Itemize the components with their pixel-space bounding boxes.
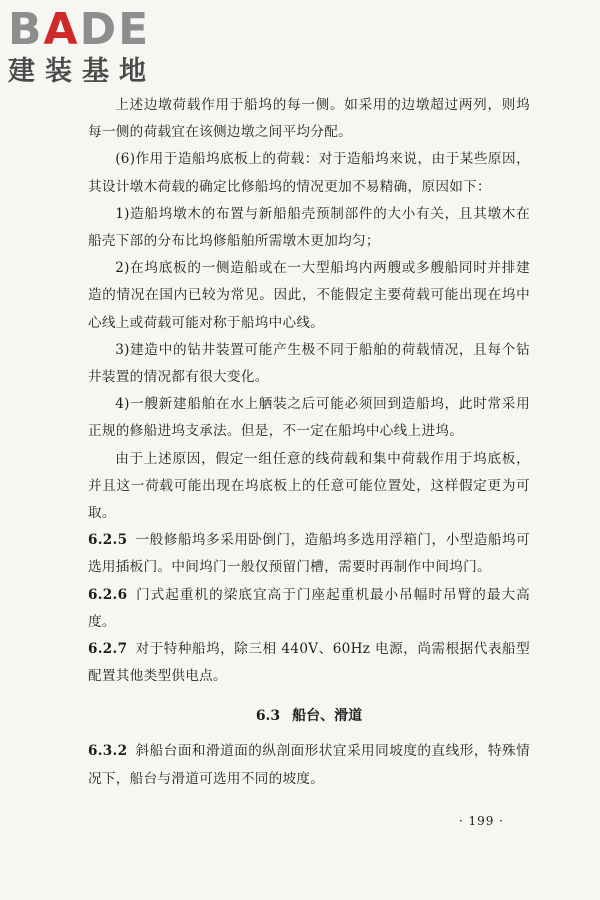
paragraph-4: 2)在坞底板的一侧造船或在一大型船坞内两艘或多艘船同时并排建造的情况在国内已较为常见。因此，不能假定主要荷载可能出现在坞中心线上或荷载可能对称于船坞中心线。 (88, 260, 530, 331)
clause-text: 门式起重机的梁底宜高于门座起重机最小吊幅时吊臂的最大高度。 (88, 586, 530, 630)
paragraph-3: 1)造船坞墩木的布置与新船船壳预制部件的大小有关，且其墩木在船壳下部的分布比坞修船舶所需墩木更加均匀； (88, 205, 530, 250)
clause-text: 一般修船坞多采用卧倒门，造船坞多选用浮箱门，小型造船坞可选用插板门。中间坞门一般仅预留门槽，需要时再制作中间坞门。 (88, 532, 530, 576)
section-number: 6.3 (255, 708, 281, 725)
clause-number: 6.2.7 (88, 641, 128, 658)
section-heading (88, 700, 530, 732)
logo-wordmark (8, 6, 156, 54)
paragraph-1: 上述边墩荷载作用于船坞的每一侧。如采用的边墩超过两列，则坞每一侧的荷载宜在该侧边墩之间平均分配。 (88, 97, 530, 141)
logo-letter-a: A (43, 4, 80, 55)
clause-text: 对于特种船坞，除三相 440V、60Hz 电源，尚需根据代表船型配置其他类型供电点。 (88, 641, 530, 685)
clause-6-2-6 (88, 582, 530, 636)
clause-number: 6.2.5 (88, 532, 128, 549)
clause-number: 6.3.2 (88, 743, 128, 760)
bade-logo (8, 6, 156, 88)
section-title: 船台、滑道 (292, 708, 363, 725)
document-body (88, 92, 530, 793)
logo-letters-de: DE (79, 4, 151, 55)
page-number: · 199 · (458, 814, 504, 828)
paragraph-7: 由于上述原因，假定一组任意的线荷载和集中荷载作用于坞底板，并且这一荷载可能出现在坞底板上的任意可能位置处，这样假定更为可取。 (88, 450, 530, 522)
clause-6-2-7 (88, 636, 530, 690)
clause-number: 6.2.6 (88, 586, 128, 603)
clause-6-3-2 (88, 738, 530, 792)
paragraph-5: 3)建造中的钻井装置可能产生极不同于船舶的荷载情况，且每个钻井装置的情况都有很大变化。 (88, 341, 530, 386)
paragraph-6: 4)一艘新建船舶在水上舾装之后可能必须回到造船坞，此时常采用正规的修船进坞支承法。但是，不一定在船坞中心线上进坞。 (88, 396, 530, 440)
clause-text: 斜船台面和滑道面的纵剖面形状宜采用同坡度的直线形，特殊情况下，船台与滑道可选用不同的坡度。 (88, 743, 530, 787)
logo-letter-b: B (8, 4, 44, 55)
logo-subtitle: 建装基地 (8, 56, 156, 87)
paragraph-2: (6)作用于造船坞底板上的荷载：对于造船坞来说，由于某些原因，其设计墩木荷载的确定比修船坞的情况更加不易精确，原因如下： (88, 151, 530, 195)
clause-6-2-5 (88, 527, 530, 581)
